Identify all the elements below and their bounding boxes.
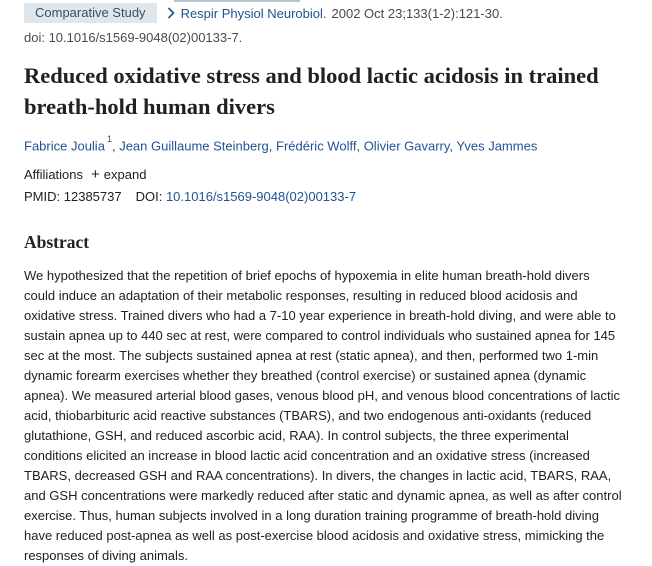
abstract-text: We hypothesized that the repetition of brief epochs of hypoxemia in elite human breath-hold divers could induce an adaptation of their metabolic responses, resulting in reduced blood acidosis and oxidative stress. Trained divers who had a 7-10 year experience in breath-hold diving, and were able to sustain apnea up to 440 sec at rest, were compared to control individuals who sustained apnea for 145 sec at the most. The subjects sustained apnea at rest (static apnea), and then, performed two 1-min dynamic forearm exercises whether they breathed (control exercise) or sustained apnea (dynamic apnea). We measured arterial blood gases, venous blood pH, and venous blood concentrations of lactic acid, thiobarbituric acid reactive substances (TBARS), and two endogenous anti-oxidants (reduced glutathione, GSH, and reduced ascorbic acid, RAA). In control subjects, the three experimental conditions elicited an increase in blood lactic acid concentration and an oxidative stress (increased TBARS, decreased GSH and RAA concentrations). In divers, the changes in lactic acid, TBARS, RAA, and GSH concentrations were markedly reduced after static and dynamic apnea, as well as after control exercise. Thus, human subjects involved in a long duration training programme of breath-hold diving have reduced post-apnea as well as post-exercise blood acidosis and oxidative stress, mimicking the responses of diving animals. — [24, 268, 622, 563]
plus-icon: + — [91, 166, 100, 183]
author-link[interactable]: Yves Jammes — [456, 138, 538, 154]
author-list: Fabrice Joulia $^1$, Jean Guillaume Steinberg, Frédéric Wolff, Olivier Gavarry, Yves Jammes — [24, 134, 538, 154]
citation-doi: doi: 10.1016/s1569-9048(02)00133-7. — [24, 30, 243, 45]
affiliations-label: Affiliations — [24, 167, 84, 182]
pmid-value: 12385737 — [63, 189, 122, 204]
author-link[interactable]: Fabrice Joulia — [24, 138, 105, 154]
citation — [167, 6, 503, 21]
doi-label: DOI: — [135, 189, 163, 204]
author-link[interactable]: Olivier Gavarry — [363, 138, 450, 154]
chevron-right-icon — [167, 7, 175, 19]
expand-label: expand — [103, 167, 147, 182]
affiliation-marker[interactable]: 1 — [106, 134, 112, 144]
abstract-heading: Abstract — [24, 232, 90, 252]
affiliations-row — [24, 167, 146, 182]
publication-type-badge: Comparative Study — [24, 3, 157, 23]
author-link[interactable]: Frédéric Wolff — [276, 138, 357, 154]
article-title: Reduced oxidative stress and blood lactic acidosis in trained breath-hold human divers — [24, 63, 599, 119]
doi-link[interactable]: 10.1016/s1569-9048(02)00133-7 — [165, 189, 357, 204]
identifiers-row — [24, 189, 356, 204]
author-link[interactable]: Jean Guillaume Steinberg — [119, 138, 269, 154]
journal-link[interactable]: Respir Physiol Neurobiol. — [180, 5, 327, 21]
expand-affiliations-button[interactable] — [91, 167, 146, 182]
pmid-label: PMID: — [24, 189, 61, 204]
citation-date: 2002 Oct 23;133(1-2):121-30. — [331, 5, 503, 21]
top-edge-link-underline — [174, 0, 300, 2]
citation-line — [24, 3, 503, 23]
